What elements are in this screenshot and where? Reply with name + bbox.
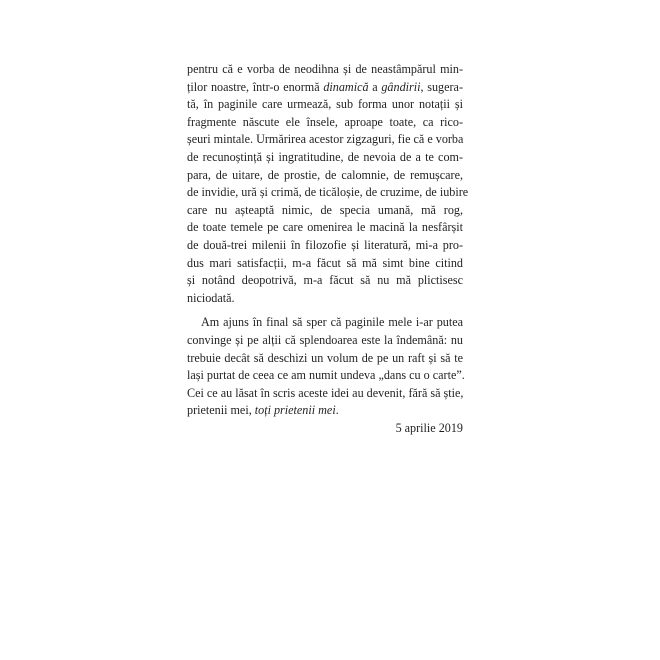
text-line: de recunoștință și ingratitudine, de nevoia de a te com- bbox=[187, 149, 463, 164]
text-line: de două-trei milenii în filozofie și literatură, mi-a pro- bbox=[187, 237, 463, 252]
text-line: para, de uitare, de prostie, de calomnie, de remușcare, bbox=[187, 167, 463, 182]
text-line: dus mari satisfacții, m-a făcut să mă simt bine citind bbox=[187, 255, 463, 270]
text-line: Cei ce au lăsat în scris aceste idei au devenit, fără să știe, bbox=[187, 385, 464, 400]
text-line: de invidie, ură și crimă, de ticăloșie, de cruzime, de iubire bbox=[187, 185, 469, 200]
text-line: pentru că e vorba de neodihna și de neastâmpărul min- bbox=[187, 62, 463, 76]
italic-emphasis: dinamică bbox=[323, 79, 369, 94]
text-block bbox=[187, 61, 469, 437]
text-line: și notând deopotrivă, m-a făcut să nu mă plictisesc bbox=[187, 273, 463, 288]
text-line: convinge și pe alții că splendoarea este la îndemână: nu bbox=[187, 332, 463, 347]
text-line: șeuri mintale. Urmărirea acestor zigzaguri, fie că e vorba bbox=[187, 132, 464, 147]
text-line: lași purtat de ceea ce am numit undeva „dans cu o carte”. bbox=[187, 368, 465, 383]
text-line: tă, în paginile care urmează, sub forma unor notații și bbox=[187, 97, 463, 112]
date-line: 5 aprilie 2019 bbox=[395, 420, 463, 435]
text-line: niciodată. bbox=[187, 290, 235, 305]
text-line: trebuie decât să deschizi un volum de pe un raft și să te bbox=[187, 350, 463, 365]
text-line: ților noastre, într-o enormă dinamică a gândirii, sugera- bbox=[187, 79, 463, 94]
text-line: care nu așteaptă nimic, de specia umană, mă rog, bbox=[187, 202, 463, 217]
paragraph-gap bbox=[187, 307, 463, 314]
italic-emphasis: gândirii bbox=[381, 79, 421, 94]
text-line: fragmente născute ele însele, aproape toate, ca rico- bbox=[187, 114, 463, 129]
paragraph-1 bbox=[187, 61, 469, 307]
paragraph-2 bbox=[187, 314, 463, 420]
italic-emphasis: toți prietenii mei bbox=[254, 403, 336, 418]
text-line: Am ajuns în final să sper că paginile mele i-ar putea bbox=[201, 315, 463, 330]
text-line: de toate temele pe care omenirea le macină la nesfârșit bbox=[187, 220, 463, 235]
text-line: prietenii mei, toți prietenii mei. bbox=[187, 403, 339, 418]
